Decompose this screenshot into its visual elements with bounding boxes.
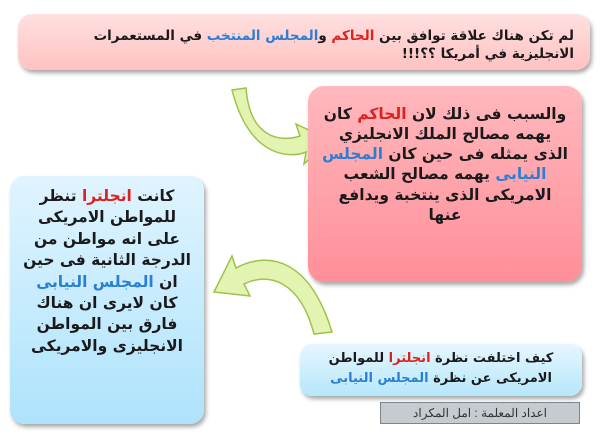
ruler-highlight: الحاكم: [331, 28, 375, 44]
question-box: [300, 344, 582, 396]
top-question-text: لم تكن هناك علاقة توافق بين الحاكم والمجلس المنتخب في المستعمرات الانجليزية في أمريكا ؟؟!!!: [93, 28, 574, 63]
question-text: كيف اختلفت نظرة انجلترا للمواطن الامريكى عن نظرة المجلس النيابى: [328, 351, 554, 386]
reason-text: والسبب فى ذلك لان الحاكم كان يهمه مصالح الملك الانجليزي الذى يمثله فى حين كان المجلس النيابى يهمه مصالح الشعب الامريكى الذى ينتخبة ويدافع عنها: [322, 105, 568, 224]
council-highlight: المجلس النيابى: [322, 145, 547, 184]
council-highlight: المجلس المنتخب: [206, 28, 319, 44]
england-view-text: كانت انجلترا تنظر للمواطن الامريكى على انه مواطن من الدرجة الثانية فى حين ان المجلس النيابى كان لايرى ان هناك فارق بين المواطن الانجليزى والامريكى: [23, 187, 191, 355]
author-credit: اعداد المعلمة : امل المكراد: [380, 402, 580, 424]
ruler-highlight: الحاكم: [357, 105, 407, 123]
england-highlight: انجلترا: [81, 187, 132, 205]
england-highlight: انجلترا: [388, 351, 431, 366]
top-question-box: [18, 14, 590, 70]
england-view-box: [10, 176, 204, 424]
reason-box: [308, 86, 582, 282]
council-highlight: المجلس النيابى: [36, 272, 154, 291]
council-highlight: المجلس النيابى: [330, 370, 429, 386]
